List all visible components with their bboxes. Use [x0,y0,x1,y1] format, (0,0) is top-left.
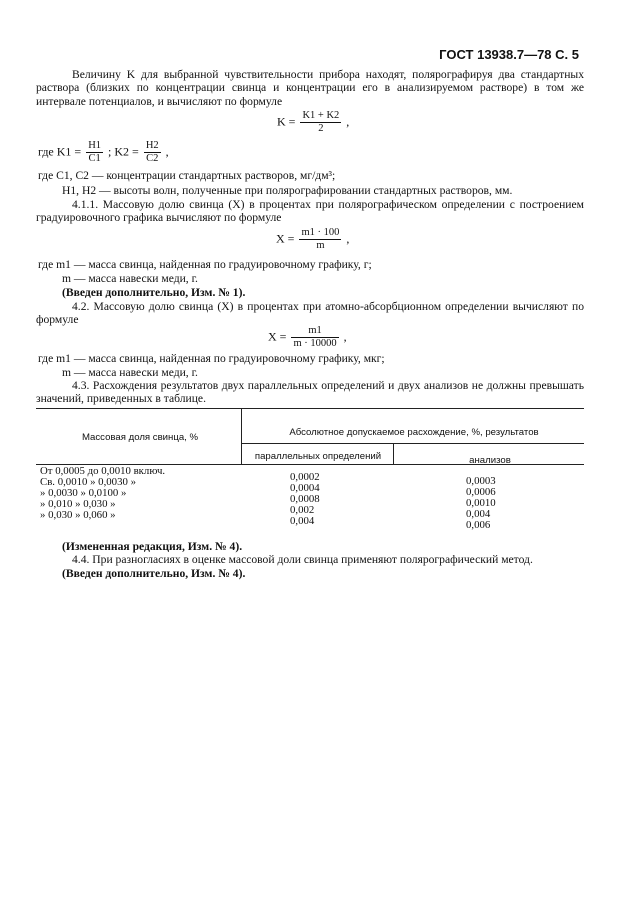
formula-k-tail: , [346,114,350,129]
formula-x1-lhs: X = [276,231,295,246]
formula-k-components [38,140,169,165]
k2-denominator: C2 [146,153,159,164]
column-header-analyses: анализов [469,455,511,466]
table-cell-analyses: 0,0006 [466,486,496,498]
where-k-tail: , [165,144,169,159]
table-col-divider-2 [393,443,394,464]
definition-m-grams: m — масса навески меди, г. [62,272,198,285]
column-header-lead-fraction: Массовая доля свинца, % [81,432,199,443]
table-row-range: » 0,0030 » 0,0100 » [40,487,127,499]
formula-x2-lhs: X = [268,329,287,344]
definition-m1-micrograms: где m1 — масса свинца, найденная по градуировочному графику, мкг; [38,352,385,365]
column-header-group: Абсолютное допускаемое расхождение, %, результатов [289,427,539,438]
amendment-note-changed-4: (Измененная редакция, Изм. № 4). [62,540,243,553]
paragraph-4-1-1: 4.1.1. Массовую долю свинца (X) в процентах при полярографическом определении с построением градуировочного графика вычисляют по формуле [36,198,584,225]
where-k-mid: ; K2 = [108,144,139,159]
amendment-note-4: (Введен дополнительно, Изм. № 4). [62,567,246,580]
formula-k-numerator: K1 + K2 [302,110,340,121]
formula-x2-tail: , [343,329,347,344]
formula-x1-numerator: m1 · 100 [301,227,340,238]
table-cell-parallel: 0,004 [290,515,315,527]
definition-h: H1, H2 — высоты волн, полученные при полярографировании стандартных растворов, мм. [62,184,513,197]
paragraph-4-3: 4.3. Расхождения результатов двух параллельных определений и двух анализов не должны превышать значений, приведенных в таблице. [36,379,584,406]
table-row-range: Св. 0,0010 » 0,0030 » [40,476,136,488]
k1-denominator: C1 [88,153,101,164]
formula-x1-denominator: m [316,240,325,251]
k2-numerator: H2 [145,140,159,151]
definition-m1-grams: где m1 — масса свинца, найденная по градуировочному графику, г; [38,258,372,271]
formula-k-fraction [300,110,341,135]
where-k-prefix: где K1 = [38,144,82,159]
page-header: ГОСТ 13938.7—78 С. 5 [439,47,579,62]
paragraph-4-2: 4.2. Массовую долю свинца (X) в процентах при атомно-абсорбционном определении вычисляют по формуле [36,300,584,327]
table-cell-parallel: 0,002 [290,504,315,516]
table-cell-analyses: 0,0003 [466,475,496,487]
formula-x1-fraction [299,227,341,252]
k1-numerator: H1 [88,140,102,151]
formula-x-polarographic [276,227,349,252]
table-group-rule [241,443,584,444]
formula-x1-tail: , [346,231,350,246]
formula-x2-fraction [291,325,338,350]
table-cell-analyses: 0,0010 [466,497,496,509]
formula-k-denominator: 2 [318,123,324,134]
paragraph-k-definition: Величину K для выбранной чувствительности прибора находят, полярографируя два стандартных раствора (близких по концентрации свинца и концентрации его в анализируемом растворе) в том же интервале потенциалов, и вычисляют по формуле [36,68,584,108]
formula-x-atomic-absorption [268,325,347,350]
table-cell-parallel: 0,0004 [290,482,320,494]
table-cell-parallel: 0,0008 [290,493,320,505]
k1-fraction [86,140,103,165]
column-header-parallel: параллельных определений [254,451,382,462]
formula-x2-denominator: m · 10000 [293,338,337,349]
table-col-divider-1 [241,408,242,464]
table-row-range: От 0,0005 до 0,0010 включ. [40,465,166,477]
formula-k [277,110,349,135]
table-row-range: » 0,030 » 0,060 » [40,509,116,521]
definition-c: где C1, C2 — концентрации стандартных растворов, мг/дм³; [38,169,336,182]
table-cell-parallel: 0,0002 [290,471,320,483]
k2-fraction [144,140,161,165]
table-row-range: » 0,010 » 0,030 » [40,498,116,510]
formula-k-lhs: K = [277,114,296,129]
table-cell-analyses: 0,004 [466,508,491,520]
definition-m-grams-2: m — масса навески меди, г. [62,366,198,379]
table-top-rule [36,408,584,409]
table-cell-analyses: 0,006 [466,519,491,531]
formula-x2-numerator: m1 [291,325,338,338]
paragraph-4-4: 4.4. При разногласиях в оценке массовой доли свинца применяют полярографический метод. [72,553,533,566]
amendment-note-1: (Введен дополнительно, Изм. № 1). [62,286,246,299]
